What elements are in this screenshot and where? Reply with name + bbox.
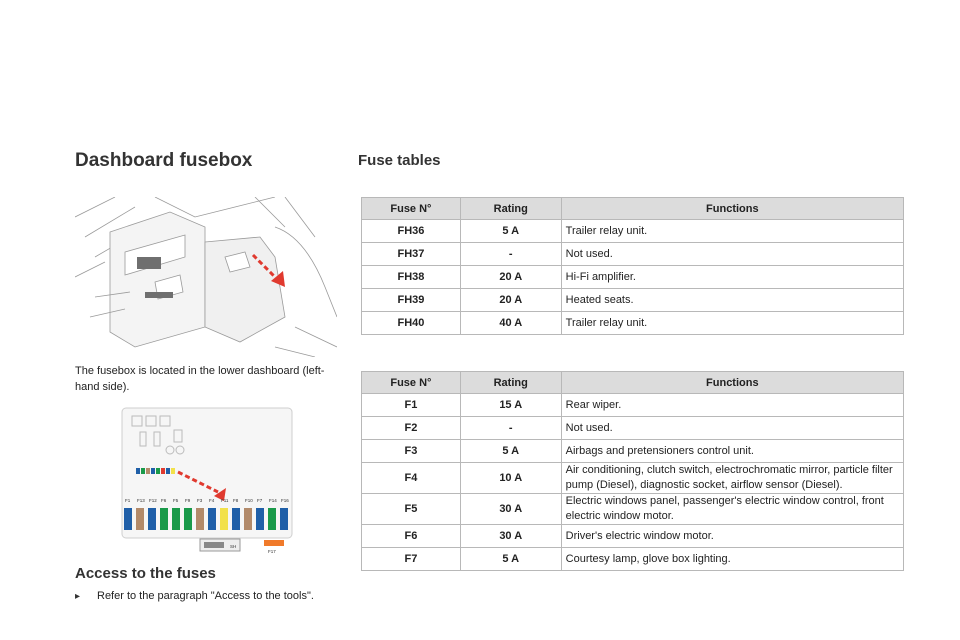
- fuse-label: F9: [185, 498, 191, 503]
- table-header-row: [362, 198, 904, 220]
- fuse-bar: [256, 508, 264, 530]
- fuse-bar: [184, 508, 192, 530]
- fuse-bar: [232, 508, 240, 530]
- header-rating: Rating: [460, 198, 561, 220]
- fuse-label: F5: [173, 498, 179, 503]
- fuse-label: F7: [257, 498, 263, 503]
- fuse-function: Heated seats.: [561, 289, 903, 312]
- fuse-function: Rear wiper.: [561, 394, 903, 417]
- header-functions: Functions: [561, 198, 903, 220]
- fuse-bar: [244, 508, 252, 530]
- fuse-rating: 5 A: [460, 548, 561, 571]
- fuse-number: F3: [362, 440, 461, 463]
- fuse-bar: [196, 508, 204, 530]
- fuse-label: F3: [197, 498, 203, 503]
- table-row: [362, 548, 904, 571]
- fuse-label: F14: [269, 498, 277, 503]
- fuse-bar: [172, 508, 180, 530]
- fuse-function: Hi-Fi amplifier.: [561, 266, 903, 289]
- access-text: Refer to the paragraph "Access to the tools".: [97, 590, 314, 602]
- fuse-table-2: [361, 371, 904, 571]
- fuse-label: F4: [209, 498, 215, 503]
- fuse-rating: -: [460, 417, 561, 440]
- fuse-rating: 10 A: [460, 463, 561, 494]
- table-row: [362, 394, 904, 417]
- fuse-function: Not used.: [561, 417, 903, 440]
- header-fuse: Fuse N°: [362, 198, 461, 220]
- fuse-bar: [208, 508, 216, 530]
- fuse-function: Electric windows panel, passenger's electric window control, front electric window motor.: [561, 494, 903, 525]
- table-row: [362, 243, 904, 266]
- header-functions: Functions: [561, 372, 903, 394]
- table-row: [362, 525, 904, 548]
- fuse-rating: -: [460, 243, 561, 266]
- table-row: [362, 289, 904, 312]
- fuse-bar: [220, 508, 228, 530]
- table-row: [362, 417, 904, 440]
- fuse-bar: [280, 508, 288, 530]
- fuse-function: Not used.: [561, 243, 903, 266]
- fuse-number: F7: [362, 548, 461, 571]
- fuse-number: F2: [362, 417, 461, 440]
- fuse-tables-heading: Fuse tables: [358, 152, 441, 169]
- fuse-rating: 5 A: [460, 220, 561, 243]
- table-row: [362, 463, 904, 494]
- table-row: [362, 494, 904, 525]
- fuse-label: F11: [221, 498, 229, 503]
- dashboard-illustration: [75, 197, 337, 357]
- fuse-table-1: [361, 197, 904, 335]
- fuse-label: F16: [281, 498, 289, 503]
- table-row: [362, 266, 904, 289]
- sh-label: SH: [230, 544, 237, 549]
- access-instruction: [75, 590, 314, 602]
- table-row: [362, 312, 904, 335]
- access-heading: Access to the fuses: [75, 565, 216, 582]
- fuse-label: F13: [137, 498, 145, 503]
- fuse-label: F1: [125, 498, 131, 503]
- fuse-number: F4: [362, 463, 461, 494]
- fusebox-diagram: [118, 404, 300, 556]
- fuse-rating: 20 A: [460, 266, 561, 289]
- fuse-bar: [124, 508, 132, 530]
- fuse-rating: 30 A: [460, 525, 561, 548]
- fuse-label: F10: [245, 498, 253, 503]
- fuse-rating: 20 A: [460, 289, 561, 312]
- fuse-rating: 15 A: [460, 394, 561, 417]
- f17-label: F17: [268, 549, 276, 554]
- table-row: [362, 220, 904, 243]
- header-fuse: Fuse N°: [362, 372, 461, 394]
- fuse-number: F1: [362, 394, 461, 417]
- fuse-bar: [136, 508, 144, 530]
- fuse-bar: [148, 508, 156, 530]
- fuse-rating: 30 A: [460, 494, 561, 525]
- fuse-function: Airbags and pretensioners control unit.: [561, 440, 903, 463]
- fuse-number: FH39: [362, 289, 461, 312]
- fuse-bar: [160, 508, 168, 530]
- fuse-number: F6: [362, 525, 461, 548]
- fuse-number: FH40: [362, 312, 461, 335]
- fuse-function: Trailer relay unit.: [561, 312, 903, 335]
- fuse-rating: 5 A: [460, 440, 561, 463]
- fuse-function: Air conditioning, clutch switch, electrochromatic mirror, particle filter pump (Diesel), diagnostic socket, airflow sensor (Diesel).: [561, 463, 903, 494]
- fuse-bar: [268, 508, 276, 530]
- fuse-function: Driver's electric window motor.: [561, 525, 903, 548]
- fuse-label: F12: [149, 498, 157, 503]
- fuse-number: FH37: [362, 243, 461, 266]
- page-title: Dashboard fusebox: [75, 150, 253, 171]
- fuse-function: Trailer relay unit.: [561, 220, 903, 243]
- fusebox-location-caption: The fusebox is located in the lower dashboard (left-hand side).: [75, 365, 325, 393]
- table-header-row: [362, 372, 904, 394]
- header-rating: Rating: [460, 372, 561, 394]
- table-row: [362, 440, 904, 463]
- fuse-function: Courtesy lamp, glove box lighting.: [561, 548, 903, 571]
- fuse-rating: 40 A: [460, 312, 561, 335]
- fuse-label: F8: [233, 498, 239, 503]
- bullet-arrow-icon: ▸: [75, 590, 81, 602]
- fuse-number: FH38: [362, 266, 461, 289]
- fuse-number: F5: [362, 494, 461, 525]
- fuse-label: F6: [161, 498, 167, 503]
- fuse-number: FH36: [362, 220, 461, 243]
